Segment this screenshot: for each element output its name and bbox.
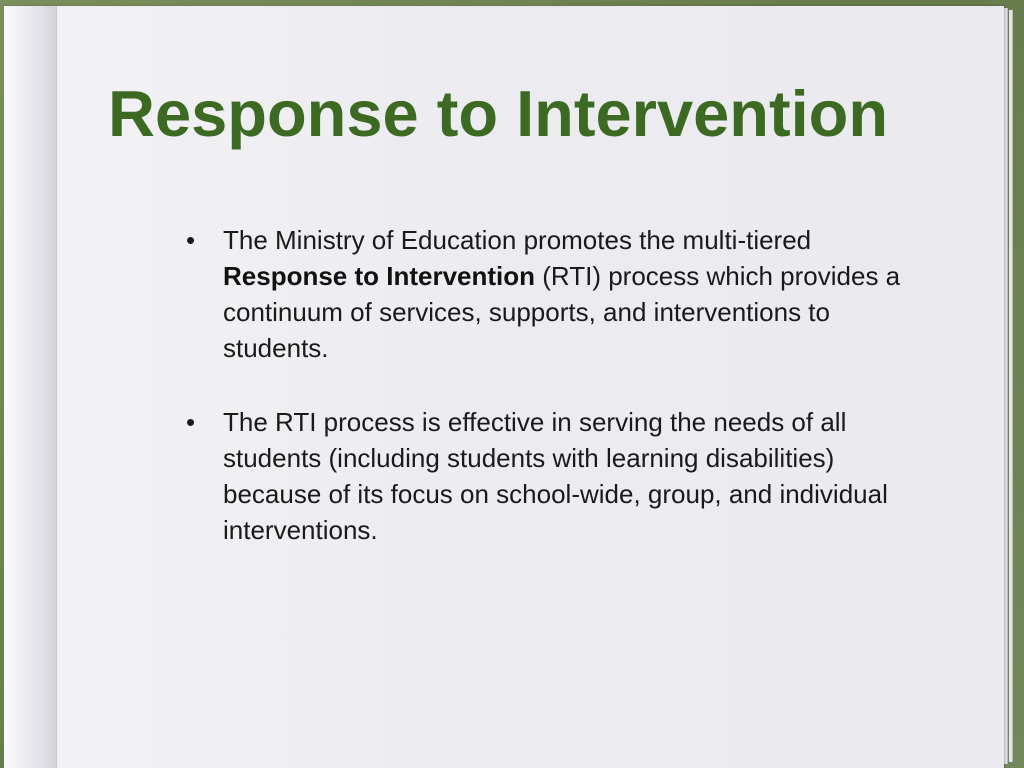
bullet-icon: • bbox=[186, 225, 196, 255]
bullet-list bbox=[186, 222, 916, 586]
page-binding-fold bbox=[4, 6, 57, 768]
bullet-icon: • bbox=[186, 407, 196, 437]
bullet-item bbox=[186, 404, 916, 548]
slide-title: Response to Intervention bbox=[108, 77, 889, 150]
bullet-text: The RTI process is effective in serving the needs of all students (including students with learning disabilities) because of its focus on school-wide, group, and individual interventions. bbox=[223, 407, 888, 545]
page-edge bbox=[1009, 10, 1013, 762]
bullet-text-after: (RTI) process which provides a continuum of services, supports, and interventions to students. bbox=[223, 261, 901, 363]
page-edge bbox=[1004, 8, 1008, 764]
bullet-item bbox=[186, 222, 916, 366]
bullet-bold-term: Response to Intervention bbox=[223, 261, 536, 291]
bullet-text-before: The Ministry of Education promotes the multi-tiered bbox=[223, 225, 812, 255]
